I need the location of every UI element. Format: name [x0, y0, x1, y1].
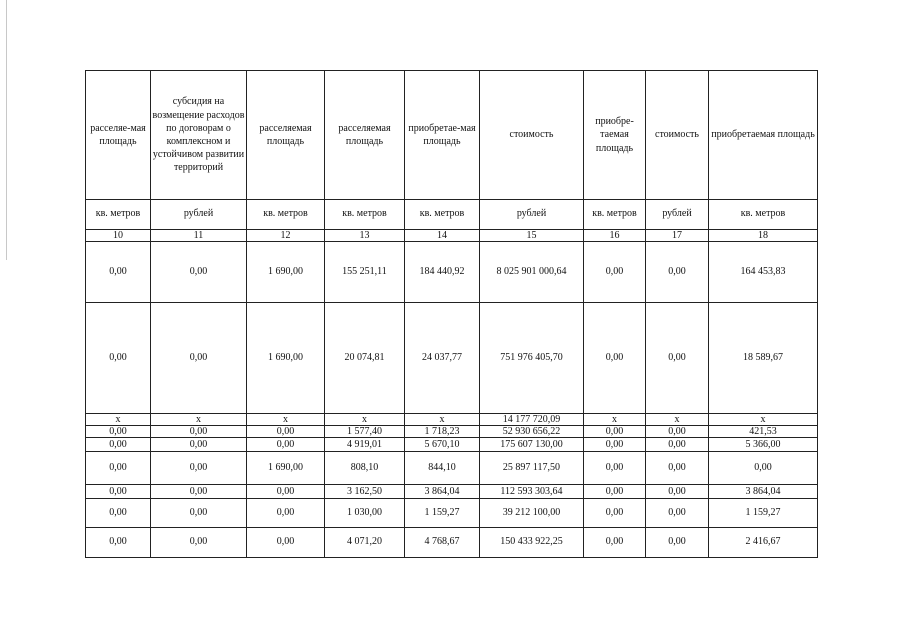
data-cell-col-13: 20 074,81	[325, 303, 405, 414]
data-cell-col-15: 8 025 901 000,64	[480, 242, 584, 303]
data-cell-col-16: 0,00	[584, 499, 646, 528]
data-cell-col-12: 0,00	[247, 485, 325, 499]
data-cell-col-11: 0,00	[151, 485, 247, 499]
data-cell-col-13: 1 030,00	[325, 499, 405, 528]
data-cell-col-14: 5 670,10	[405, 438, 480, 452]
data-cell-col-11: 0,00	[151, 438, 247, 452]
unit-cell-col-13: кв. метров	[325, 200, 405, 230]
data-cell-col-18: 3 864,04	[709, 485, 818, 499]
data-cell-col-18: 1 159,27	[709, 499, 818, 528]
data-cell-col-15: 150 433 922,25	[480, 528, 584, 558]
data-cell-col-17: 0,00	[646, 485, 709, 499]
data-cell-col-12: 1 690,00	[247, 303, 325, 414]
data-cell-col-11: 0,00	[151, 528, 247, 558]
data-cell-col-12: х	[247, 414, 325, 426]
column-number-cell-col-16: 16	[584, 230, 646, 242]
table-row	[86, 438, 818, 452]
data-cell-col-13: 155 251,11	[325, 242, 405, 303]
data-cell-col-14: х	[405, 414, 480, 426]
table-row	[86, 528, 818, 558]
table-row	[86, 242, 818, 303]
data-cell-col-11: 0,00	[151, 499, 247, 528]
data-cell-col-18: 164 453,83	[709, 242, 818, 303]
data-cell-col-18: 2 416,67	[709, 528, 818, 558]
data-cell-col-16: х	[584, 414, 646, 426]
data-cell-col-16: 0,00	[584, 485, 646, 499]
data-cell-col-17: х	[646, 414, 709, 426]
header-cell-col-13: расселяемая площадь	[325, 71, 405, 200]
table-row	[86, 452, 818, 485]
data-cell-col-10: 0,00	[86, 438, 151, 452]
header-row	[86, 71, 818, 200]
data-cell-col-15: 751 976 405,70	[480, 303, 584, 414]
data-cell-col-10: 0,00	[86, 499, 151, 528]
data-cell-col-14: 184 440,92	[405, 242, 480, 303]
header-cell-col-15: стоимость	[480, 71, 584, 200]
data-cell-col-17: 0,00	[646, 452, 709, 485]
data-cell-col-11: 0,00	[151, 426, 247, 438]
data-cell-col-18: х	[709, 414, 818, 426]
data-cell-col-12: 0,00	[247, 499, 325, 528]
unit-cell-col-18: кв. метров	[709, 200, 818, 230]
table-row	[86, 303, 818, 414]
data-cell-col-13: 3 162,50	[325, 485, 405, 499]
data-cell-col-11: 0,00	[151, 452, 247, 485]
data-cell-col-15: 39 212 100,00	[480, 499, 584, 528]
data-table	[85, 70, 818, 558]
data-cell-col-10: 0,00	[86, 528, 151, 558]
header-cell-col-11: субсидия на возмещение расходов по договорам о комплексном и устойчивом развитии территорий	[151, 71, 247, 200]
data-cell-col-18: 421,53	[709, 426, 818, 438]
data-cell-col-14: 24 037,77	[405, 303, 480, 414]
data-cell-col-17: 0,00	[646, 438, 709, 452]
data-cell-col-13: х	[325, 414, 405, 426]
column-number-cell-col-18: 18	[709, 230, 818, 242]
data-cell-col-18: 0,00	[709, 452, 818, 485]
data-cell-col-15: 112 593 303,64	[480, 485, 584, 499]
data-cell-col-13: 4 919,01	[325, 438, 405, 452]
data-cell-col-13: 808,10	[325, 452, 405, 485]
unit-cell-col-10: кв. метров	[86, 200, 151, 230]
header-cell-col-10: расселяе-мая площадь	[86, 71, 151, 200]
column-number-cell-col-11: 11	[151, 230, 247, 242]
data-cell-col-16: 0,00	[584, 426, 646, 438]
data-cell-col-11: х	[151, 414, 247, 426]
header-cell-col-17: стоимость	[646, 71, 709, 200]
data-cell-col-17: 0,00	[646, 242, 709, 303]
data-cell-col-10: 0,00	[86, 426, 151, 438]
data-cell-col-10: 0,00	[86, 485, 151, 499]
data-cell-col-16: 0,00	[584, 452, 646, 485]
data-cell-col-14: 1 159,27	[405, 499, 480, 528]
data-cell-col-14: 1 718,23	[405, 426, 480, 438]
data-cell-col-15: 25 897 117,50	[480, 452, 584, 485]
header-cell-col-14: приобретае-мая площадь	[405, 71, 480, 200]
column-number-cell-col-13: 13	[325, 230, 405, 242]
column-number-cell-col-17: 17	[646, 230, 709, 242]
data-cell-col-14: 844,10	[405, 452, 480, 485]
data-cell-col-17: 0,00	[646, 426, 709, 438]
data-cell-col-13: 4 071,20	[325, 528, 405, 558]
unit-cell-col-11: рублей	[151, 200, 247, 230]
data-cell-col-10: х	[86, 414, 151, 426]
data-cell-col-12: 0,00	[247, 426, 325, 438]
unit-cell-col-12: кв. метров	[247, 200, 325, 230]
data-cell-col-11: 0,00	[151, 303, 247, 414]
data-cell-col-17: 0,00	[646, 303, 709, 414]
data-cell-col-12: 0,00	[247, 438, 325, 452]
table-row	[86, 414, 818, 426]
table-row	[86, 499, 818, 528]
scan-edge-line	[6, 0, 7, 260]
data-cell-col-12: 0,00	[247, 528, 325, 558]
unit-cell-col-14: кв. метров	[405, 200, 480, 230]
data-cell-col-10: 0,00	[86, 303, 151, 414]
data-cell-col-14: 4 768,67	[405, 528, 480, 558]
data-cell-col-12: 1 690,00	[247, 452, 325, 485]
data-cell-col-16: 0,00	[584, 303, 646, 414]
data-cell-col-15: 175 607 130,00	[480, 438, 584, 452]
column-number-cell-col-12: 12	[247, 230, 325, 242]
data-cell-col-16: 0,00	[584, 242, 646, 303]
header-cell-col-18: приобретаемая площадь	[709, 71, 818, 200]
column-number-cell-col-14: 14	[405, 230, 480, 242]
data-cell-col-15: 52 930 656,22	[480, 426, 584, 438]
data-cell-col-11: 0,00	[151, 242, 247, 303]
table-row	[86, 426, 818, 438]
data-cell-col-18: 5 366,00	[709, 438, 818, 452]
header-cell-col-12: расселяемая площадь	[247, 71, 325, 200]
column-number-cell-col-15: 15	[480, 230, 584, 242]
data-cell-col-12: 1 690,00	[247, 242, 325, 303]
data-cell-col-13: 1 577,40	[325, 426, 405, 438]
data-cell-col-10: 0,00	[86, 242, 151, 303]
unit-cell-col-16: кв. метров	[584, 200, 646, 230]
data-cell-col-17: 0,00	[646, 499, 709, 528]
column-number-row	[86, 230, 818, 242]
column-number-cell-col-10: 10	[86, 230, 151, 242]
data-cell-col-18: 18 589,67	[709, 303, 818, 414]
units-row	[86, 200, 818, 230]
data-cell-col-16: 0,00	[584, 528, 646, 558]
data-cell-col-10: 0,00	[86, 452, 151, 485]
unit-cell-col-15: рублей	[480, 200, 584, 230]
table-row	[86, 485, 818, 499]
unit-cell-col-17: рублей	[646, 200, 709, 230]
header-cell-col-16: приобре-таемая площадь	[584, 71, 646, 200]
table-body	[86, 71, 818, 558]
data-cell-col-15: 14 177 720,09	[480, 414, 584, 426]
data-cell-col-16: 0,00	[584, 438, 646, 452]
data-cell-col-14: 3 864,04	[405, 485, 480, 499]
data-cell-col-17: 0,00	[646, 528, 709, 558]
document-page	[85, 70, 817, 558]
